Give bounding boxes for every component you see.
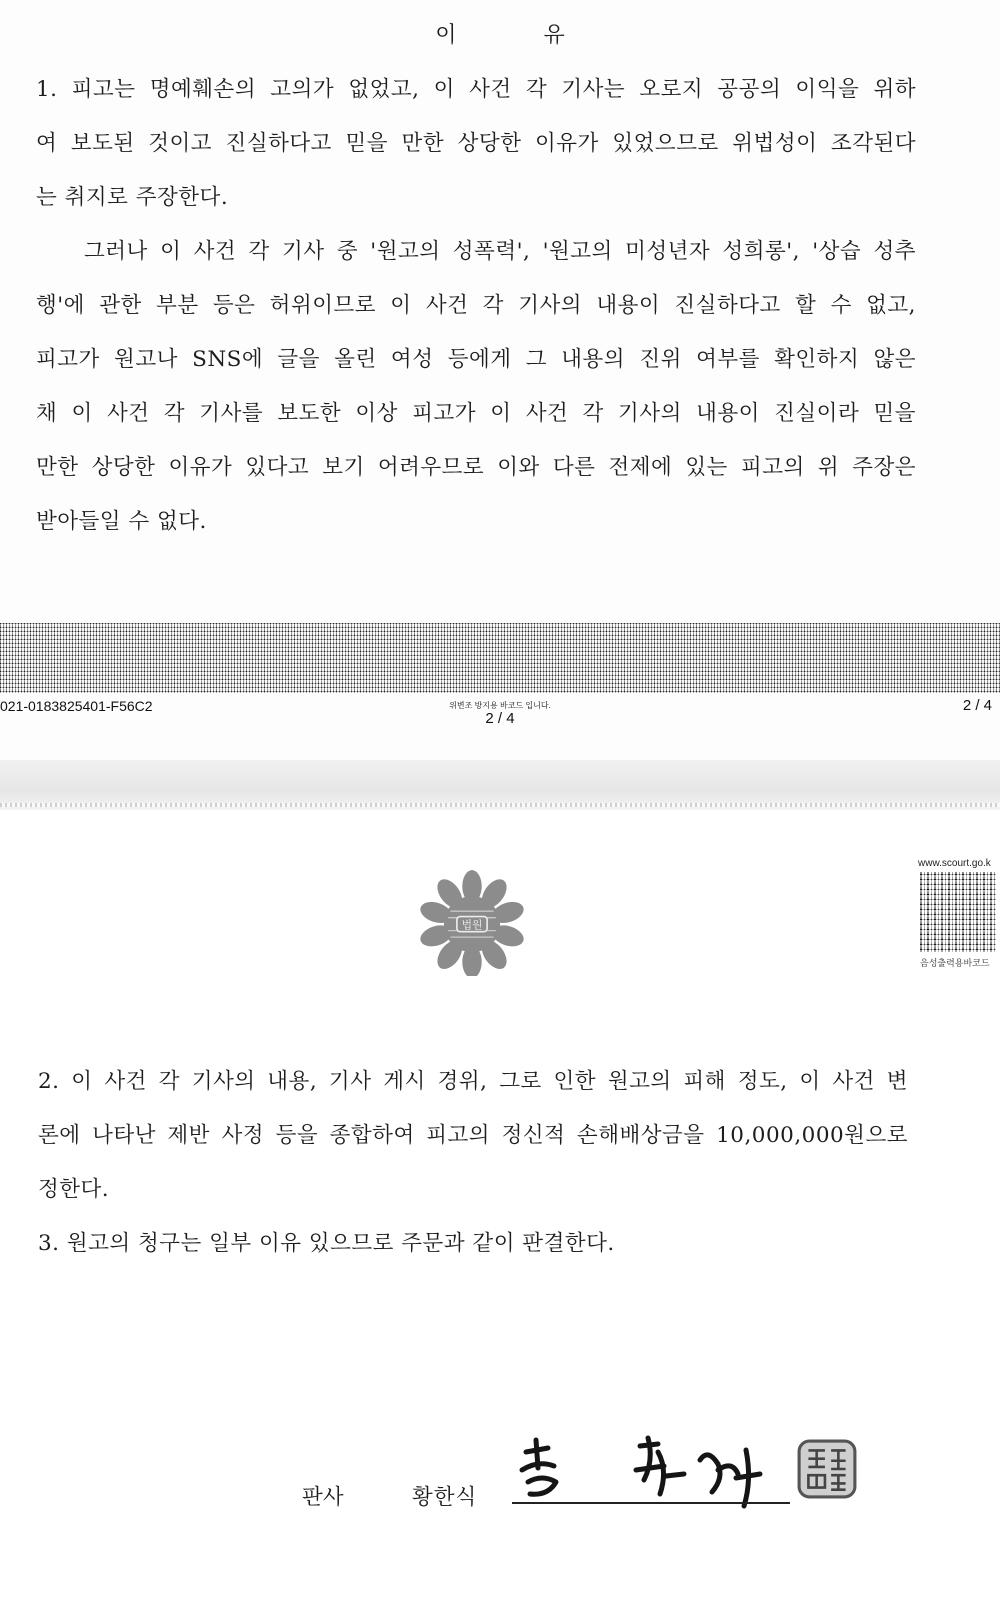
judge-seal-stamp	[796, 1438, 858, 1500]
barcode-label: 음성출력용바코드	[920, 959, 990, 969]
text-line: 받아들일 수 없다.	[36, 509, 207, 534]
court-emblem-icon	[418, 868, 526, 976]
heading-char-2: 유	[543, 23, 565, 48]
handwritten-signature	[508, 1430, 808, 1520]
text-line: 정한다.	[38, 1177, 110, 1202]
text-line: 여 보도된 것이고 진실하다고 믿을 만한 상당한 이유가 있었으므로 위법성이 조각된다	[36, 131, 916, 156]
document-code: 021-0183825401-F56C2	[0, 698, 153, 714]
court-url: www.scourt.go.k	[918, 858, 991, 869]
heading-char-1: 이	[435, 23, 457, 48]
text-line: 론에 나타난 제반 사정 등을 종합하여 피고의 정신적 손해배상금을 10,000,000원으로	[38, 1123, 908, 1148]
text-line: 그러나 이 사건 각 기사 중 '원고의 성폭력', '원고의 미성년자 성희롱', '상습 성추	[84, 239, 916, 264]
text-line: 3. 원고의 청구는 일부 이유 있으므로 주문과 같이 판결한다.	[38, 1231, 615, 1256]
barcode-icon	[920, 872, 996, 952]
signature-line	[512, 1502, 790, 1504]
barcode-note: 위변조 방지용 바코드 입니다.	[449, 701, 551, 710]
text-line: 는 취지로 주장한다.	[36, 185, 229, 210]
page-2	[0, 0, 1000, 760]
section-1-paragraph	[36, 70, 916, 232]
anti-forgery-barcode	[0, 623, 1000, 693]
page-number-right: 2 / 4	[962, 697, 992, 714]
seal-text: 법원	[461, 918, 483, 932]
judge-title: 판사	[302, 1485, 344, 1510]
reasons-heading	[0, 18, 1000, 49]
text-line: 만한 상당한 이유가 있다고 보기 어려우므로 이와 다른 전제에 있는 피고의 위 주장은	[36, 455, 916, 480]
text-line: 채 이 사건 각 기사를 보도한 이상 피고가 이 사건 각 기사의 내용이 진실이라 믿을	[36, 401, 916, 426]
page-number-center: 2 / 4	[485, 710, 515, 727]
text-line: 행'에 관한 부분 등은 허위이므로 이 사건 각 기사의 내용이 진실하다고 할 수 없고,	[36, 293, 916, 318]
section-3-paragraph	[38, 1224, 908, 1278]
judge-signature-block	[0, 1430, 1000, 1540]
text-line: 1. 피고는 명예훼손의 고의가 없었고, 이 사건 각 기사는 오로지 공공의 이익을 위하	[36, 77, 916, 102]
section-2-paragraph	[38, 1062, 908, 1224]
section-1-rebuttal-paragraph	[36, 232, 916, 556]
audio-barcode-block	[918, 858, 1000, 988]
judge-name: 황한식	[412, 1485, 478, 1510]
page-edge	[0, 803, 1000, 807]
text-line: 피고가 원고나 SNS에 글을 올린 여성 등에게 그 내용의 진위 여부를 확인하지 않은	[36, 347, 916, 372]
text-line: 2. 이 사건 각 기사의 내용, 기사 게시 경위, 그로 인한 원고의 피해 정도, 이 사건 변	[38, 1069, 908, 1094]
